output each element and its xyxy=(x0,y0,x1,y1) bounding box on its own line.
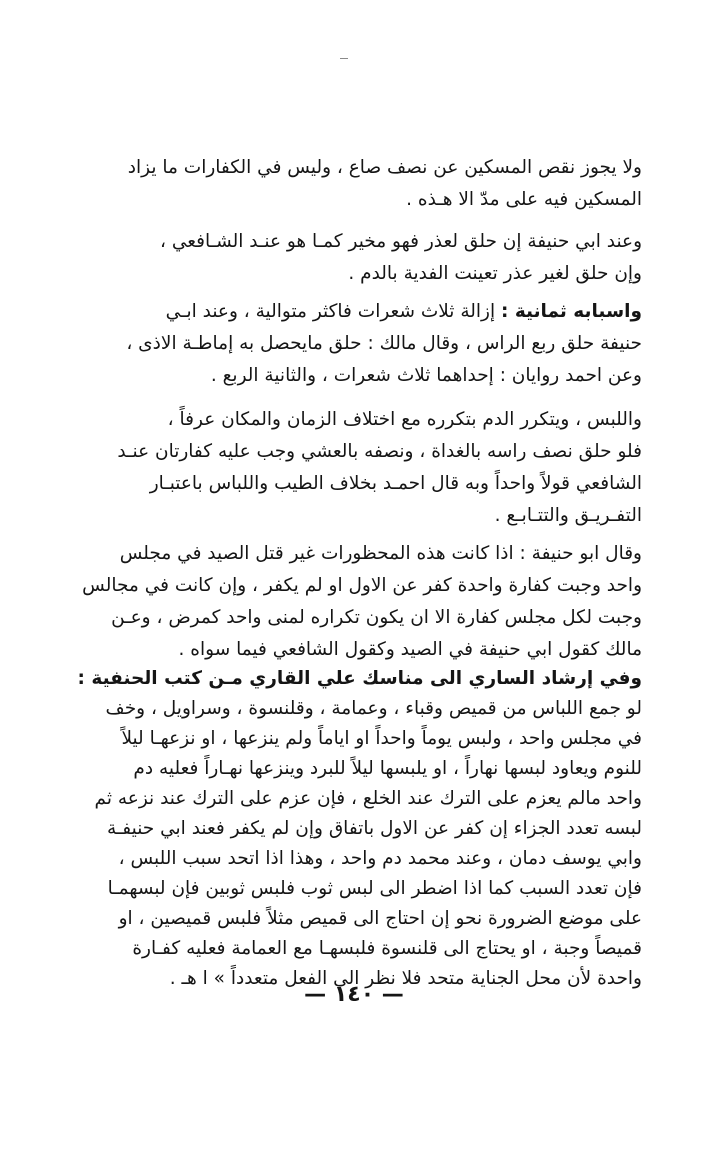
paragraph-line: وقال ابو حنيفة : اذا كانت هذه المحظورات غير قتل الصيد في مجلس xyxy=(119,543,642,564)
paragraph-5 xyxy=(64,538,642,666)
paragraph-line-rest: إزالة ثلاث شعرات فاكثر متوالية ، وعند ابـي xyxy=(165,301,501,322)
paragraph-line: للنوم ويعاود لبسها نهاراً ، او يلبسها ليلاً للبرد وينزعها نهـاراً فعليه دم xyxy=(133,758,642,779)
page-number: — ١٤٠ — xyxy=(304,982,404,1007)
paragraph-1 xyxy=(64,152,642,216)
paragraph-line: واللبس ، ويتكرر الدم بتكرره مع اختلاف الزمان والمكان عرفاً ، xyxy=(167,409,642,430)
paragraph-line: قميصاً وجبة ، او يحتاج الى قلنسوة فلبسهـا مع العمامة فعليه كفـارة xyxy=(132,938,642,959)
paragraph-line: مالك كقول ابي حنيفة في الصيد وكقول الشافعي فيما سواه . xyxy=(178,639,642,660)
paragraph-lead: واسبابه ثمانية : xyxy=(501,301,642,322)
paragraph-line: على موضع الضرورة نحو إن احتاج الى قميص مثلاً فلبس قميصين ، او xyxy=(118,908,642,929)
section-heading: وفي إرشاد الساري الى مناسك علي القاري مـن كتب الحنفية : xyxy=(77,668,642,689)
paragraph-6 xyxy=(64,664,642,994)
paragraph-line: وعند ابي حنيفة إن حلق لعذر فهو مخير كمـا هو عنـد الشـافعي ، xyxy=(159,231,642,252)
paragraph-line: التفـريـق والتتـابـع . xyxy=(494,505,642,526)
paragraph-line: وابي يوسف دمان ، وعند محمد دم واحد ، وهذا اذا اتحد سبب اللبس ، xyxy=(118,848,642,869)
paragraph-line: واحدة لأن محل الجناية متحد فلا نظر الى الفعل متعدداً » ا هـ . xyxy=(169,968,642,989)
paragraph-first-line xyxy=(64,296,642,328)
paragraph-line: لو جمع اللباس من قميص وقباء ، وعمامة ، وقلنسوة ، وسراويل ، وخف xyxy=(105,698,642,719)
paragraph-line: فإن تعدد السبب كما اذا اضطر الى لبس ثوب فلبس ثوبين فإن لبسهمـا xyxy=(107,878,642,899)
paragraph-line: فلو حلق نصف راسه بالغداة ، ونصفه بالعشي وجب عليه كفارتان عنـد xyxy=(117,441,642,462)
stray-mark xyxy=(340,58,348,59)
paragraph-line: واحد مالم يعزم على الترك عند الخلع ، فإن عزم على الترك عند نزعه ثم xyxy=(94,788,642,809)
paragraph-line: لبسه تعدد الجزاء إن كفر عن الاول باتفاق وإن لم يكفر فعند ابي حنيفـة xyxy=(106,818,642,839)
paragraph-line: وعن احمد روايان : إحداهما ثلاث شعرات ، والثانية الربع . xyxy=(210,365,642,386)
paragraph-4 xyxy=(64,404,642,532)
paragraph-2 xyxy=(64,226,642,290)
paragraph-line: واحد وجبت كفارة واحدة كفر عن الاول او لم يكفر ، وإن كانت في مجالس xyxy=(82,575,642,596)
paragraph-line: وجبت لكل مجلس كفارة الا ان يكون تكراره لمنى واحد كمرض ، وعـن xyxy=(111,607,642,628)
paragraph-line: ولا يجوز نقص المسكين عن نصف صاع ، وليس في الكفارات ما يزاد xyxy=(127,157,642,178)
paragraph-line: وإن حلق لغير عذر تعينت الفدية بالدم . xyxy=(348,263,642,284)
paragraph-line: في مجلس واحد ، ولبس يوماً واحداً او اياماً ولم ينزعها ، او نزعهـا ليلاً xyxy=(121,728,642,749)
paragraph-line: حنيفة حلق ربع الراس ، وقال مالك : حلق مايحصل به إماطـة الاذى ، xyxy=(126,333,642,354)
paragraph-line: الشافعي قولاً واحداً وبه قال احمـد بخلاف الطيب واللباس باعتبـار xyxy=(149,473,642,494)
paragraph-line: المسكين فيه على مدّ الا هـذه . xyxy=(406,189,642,210)
paragraph-3 xyxy=(64,296,642,392)
